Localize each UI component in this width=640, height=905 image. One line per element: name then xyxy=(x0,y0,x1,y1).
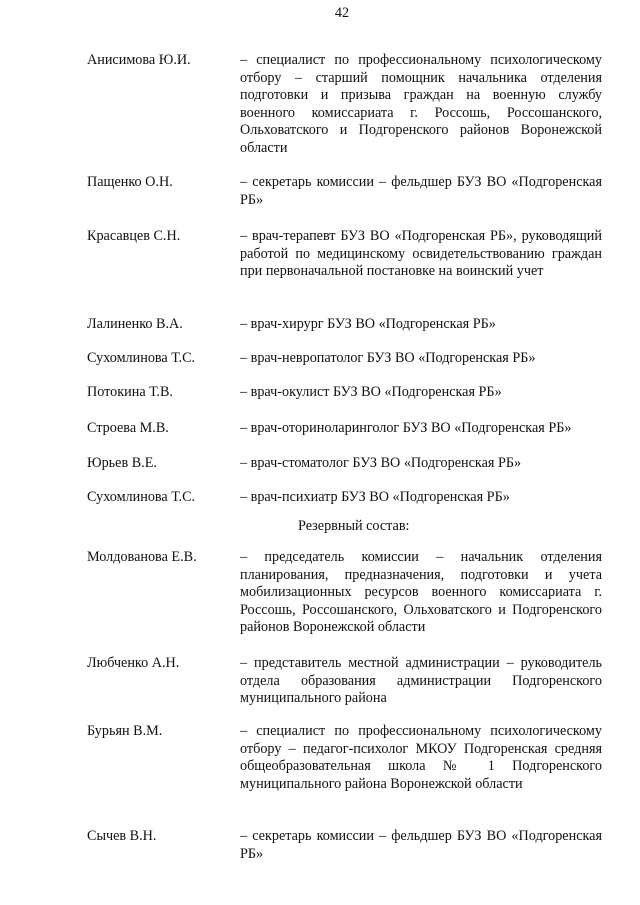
member-role: – врач-психиатр БУЗ ВО «Подгоренская РБ» xyxy=(240,489,510,505)
member-role: – специалист по профессиональному психологическому отбору – старший помощник начальника отделения подготовки и призыва граждан на военную службу военного комиссариата г. Россошь, Россошанского, Ольховатского и Подгоренского районов Воронежской области xyxy=(240,52,602,156)
member-role: – врач-терапевт БУЗ ВО «Подгоренская РБ», руководящий работой по медицинскому освидетельствованию граждан при первоначальной постановке на воинский учет xyxy=(240,228,602,280)
member-name: Анисимова Ю.И. xyxy=(87,52,191,68)
member-name: Лалиненко В.А. xyxy=(87,316,183,332)
member-name: Сычев В.Н. xyxy=(87,828,157,844)
member-role: – врач-окулист БУЗ ВО «Подгоренская РБ» xyxy=(240,384,502,400)
member-name: Любченко А.Н. xyxy=(87,655,180,671)
member-role: – представитель местной администрации – руководитель отдела образования администрации Подгоренского муниципального района xyxy=(240,655,602,707)
member-name: Бурьян В.М. xyxy=(87,723,163,739)
member-name: Юрьев В.Е. xyxy=(87,455,157,471)
member-role: – врач-стоматолог БУЗ ВО «Подгоренская РБ» xyxy=(240,455,522,471)
member-role: – врач-хирург БУЗ ВО «Подгоренская РБ» xyxy=(240,316,496,332)
member-role: – председатель комиссии – начальник отделения планирования, предназначения, подготовки и учета мобилизационных ресурсов военного комиссариата г. Россошь, Россошанского, Ольховатского и Подгоренского районов Воронежской области xyxy=(240,549,602,636)
member-role: – специалист по профессиональному психологическому отбору – педагог-психолог МКОУ Подгоренская средняя общеобразовательная школа № 1 Подгоренского муниципального района Воронежской области xyxy=(240,723,602,792)
member-role: – врач-оториноларинголог БУЗ ВО «Подгоренская РБ» xyxy=(240,420,572,436)
member-role: – врач-невропатолог БУЗ ВО «Подгоренская РБ» xyxy=(240,350,536,366)
reserve-heading: Резервный состав: xyxy=(298,518,410,534)
member-name: Молдованова Е.В. xyxy=(87,549,197,565)
page-number: 42 xyxy=(334,5,350,21)
member-name: Строева М.В. xyxy=(87,420,169,436)
member-name: Сухомлинова Т.С. xyxy=(87,489,196,505)
member-name: Сухомлинова Т.С. xyxy=(87,350,196,366)
member-role: – секретарь комиссии – фельдшер БУЗ ВО «Подгоренская РБ» xyxy=(240,828,602,862)
member-name: Пащенко О.Н. xyxy=(87,174,173,190)
member-role: – секретарь комиссии – фельдшер БУЗ ВО «Подгоренская РБ» xyxy=(240,174,602,208)
member-name: Потокина Т.В. xyxy=(87,384,173,400)
member-name: Красавцев С.Н. xyxy=(87,228,181,244)
